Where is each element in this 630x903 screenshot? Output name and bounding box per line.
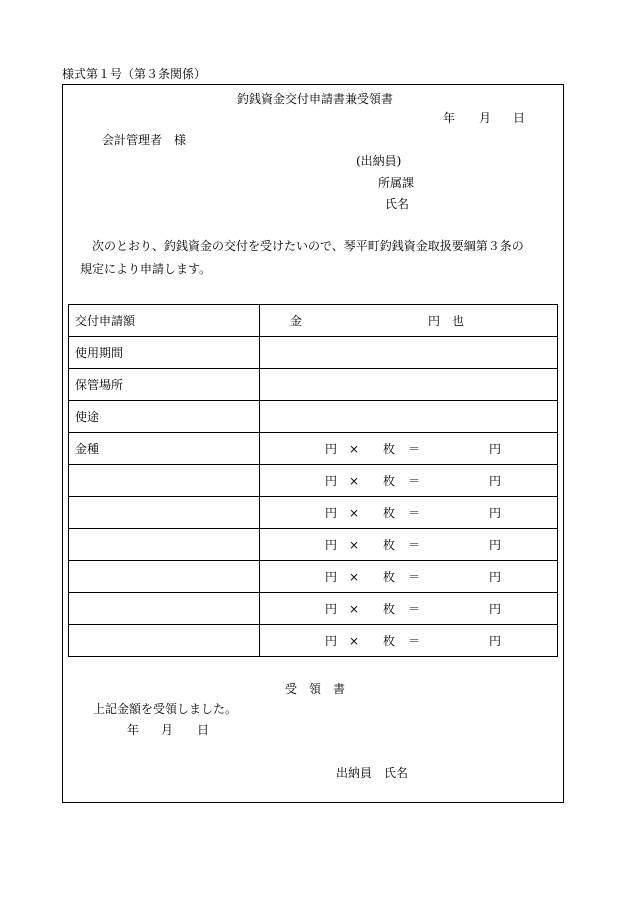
- receipt-date-year: 年: [127, 723, 140, 737]
- total-yen: 円: [489, 538, 502, 552]
- denomination-yen: 円: [325, 474, 338, 488]
- cashier-label: (出納員): [356, 154, 402, 168]
- denomination-label-cell: [69, 561, 260, 593]
- row-label: 使用期間: [69, 337, 260, 369]
- row-label: 使途: [69, 401, 260, 433]
- equals-sign: ＝: [408, 506, 421, 520]
- receipt-date-day: 日: [197, 723, 210, 737]
- table-row: [69, 401, 558, 433]
- denomination-label-cell: [69, 433, 260, 465]
- total-yen: 円: [489, 442, 502, 456]
- times-sign: ×: [349, 634, 360, 648]
- count-unit: 枚: [383, 506, 396, 520]
- amount-prefix: 金: [290, 314, 303, 328]
- times-sign: ×: [349, 538, 360, 552]
- denomination-yen: 円: [325, 538, 338, 552]
- detail-table: [68, 304, 558, 657]
- denomination-row: [69, 561, 558, 593]
- count-unit: 枚: [383, 442, 396, 456]
- equals-sign: ＝: [408, 602, 421, 616]
- total-yen: 円: [489, 474, 502, 488]
- total-yen: 円: [489, 570, 502, 584]
- denomination-field[interactable]: [260, 465, 558, 497]
- count-unit: 枚: [383, 570, 396, 584]
- denomination-yen: 円: [325, 442, 338, 456]
- document-title: 釣銭資金交付申請書兼受領書: [236, 92, 393, 106]
- denomination-field[interactable]: [260, 593, 558, 625]
- storage-field[interactable]: [260, 369, 558, 401]
- denomination-label-cell: [69, 529, 260, 561]
- total-yen: 円: [489, 634, 502, 648]
- denomination-field[interactable]: [260, 625, 558, 657]
- amount-suffix: 円 也: [428, 314, 465, 328]
- times-sign: ×: [349, 442, 360, 456]
- total-yen: 円: [489, 602, 502, 616]
- receipt-date-month: 月: [161, 723, 174, 737]
- denomination-field[interactable]: [260, 433, 558, 465]
- denomination-row: [69, 497, 558, 529]
- receipt-text: 上記金額を受領しました。: [93, 702, 238, 716]
- row-label: 保管場所: [69, 369, 260, 401]
- total-yen: 円: [489, 506, 502, 520]
- times-sign: ×: [349, 570, 360, 584]
- period-field[interactable]: [260, 337, 558, 369]
- equals-sign: ＝: [408, 570, 421, 584]
- denomination-field[interactable]: [260, 497, 558, 529]
- count-unit: 枚: [383, 602, 396, 616]
- date-month: 月: [479, 111, 492, 125]
- denomination-row: [69, 465, 558, 497]
- addressee: 会計管理者 様: [102, 133, 187, 147]
- body-text-line-2: 規定により申請します。: [80, 262, 212, 276]
- denomination-yen: 円: [325, 602, 338, 616]
- date-year: 年: [443, 111, 456, 125]
- count-unit: 枚: [383, 474, 396, 488]
- form-number: 様式第１号（第３条関係）: [62, 67, 207, 81]
- denomination-row: [69, 433, 558, 465]
- equals-sign: ＝: [408, 634, 421, 648]
- row-label: 交付申請額: [69, 305, 260, 337]
- denomination-yen: 円: [325, 634, 338, 648]
- equals-sign: ＝: [408, 442, 421, 456]
- denomination-label-cell: [69, 593, 260, 625]
- denomination-field[interactable]: [260, 529, 558, 561]
- purpose-field[interactable]: [260, 401, 558, 433]
- denomination-yen: 円: [325, 506, 338, 520]
- denomination-label: 金種: [75, 442, 100, 456]
- count-unit: 枚: [383, 634, 396, 648]
- body-text-line-1: 次のとおり、釣銭資金の交付を受けたいので、琴平町釣銭資金取扱要綱第３条の: [92, 239, 524, 253]
- equals-sign: ＝: [408, 538, 421, 552]
- denomination-label-cell: [69, 625, 260, 657]
- denomination-rows: [69, 433, 558, 657]
- denomination-label-cell: [69, 465, 260, 497]
- department-label: 所属課: [378, 176, 415, 190]
- cashier-signature: 出納員 氏名: [336, 766, 409, 780]
- table-row: [69, 369, 558, 401]
- amount-field[interactable]: [260, 305, 558, 337]
- times-sign: ×: [349, 602, 360, 616]
- denomination-row: [69, 529, 558, 561]
- table-row: [69, 337, 558, 369]
- times-sign: ×: [349, 506, 360, 520]
- receipt-title: 受 領 書: [284, 682, 345, 696]
- table-row: [69, 305, 558, 337]
- equals-sign: ＝: [408, 474, 421, 488]
- denomination-row: [69, 593, 558, 625]
- denomination-yen: 円: [325, 570, 338, 584]
- denomination-label-cell: [69, 497, 260, 529]
- denomination-field[interactable]: [260, 561, 558, 593]
- times-sign: ×: [349, 474, 360, 488]
- date-day: 日: [513, 111, 526, 125]
- name-label: 氏名: [385, 197, 410, 211]
- denomination-row: [69, 625, 558, 657]
- count-unit: 枚: [383, 538, 396, 552]
